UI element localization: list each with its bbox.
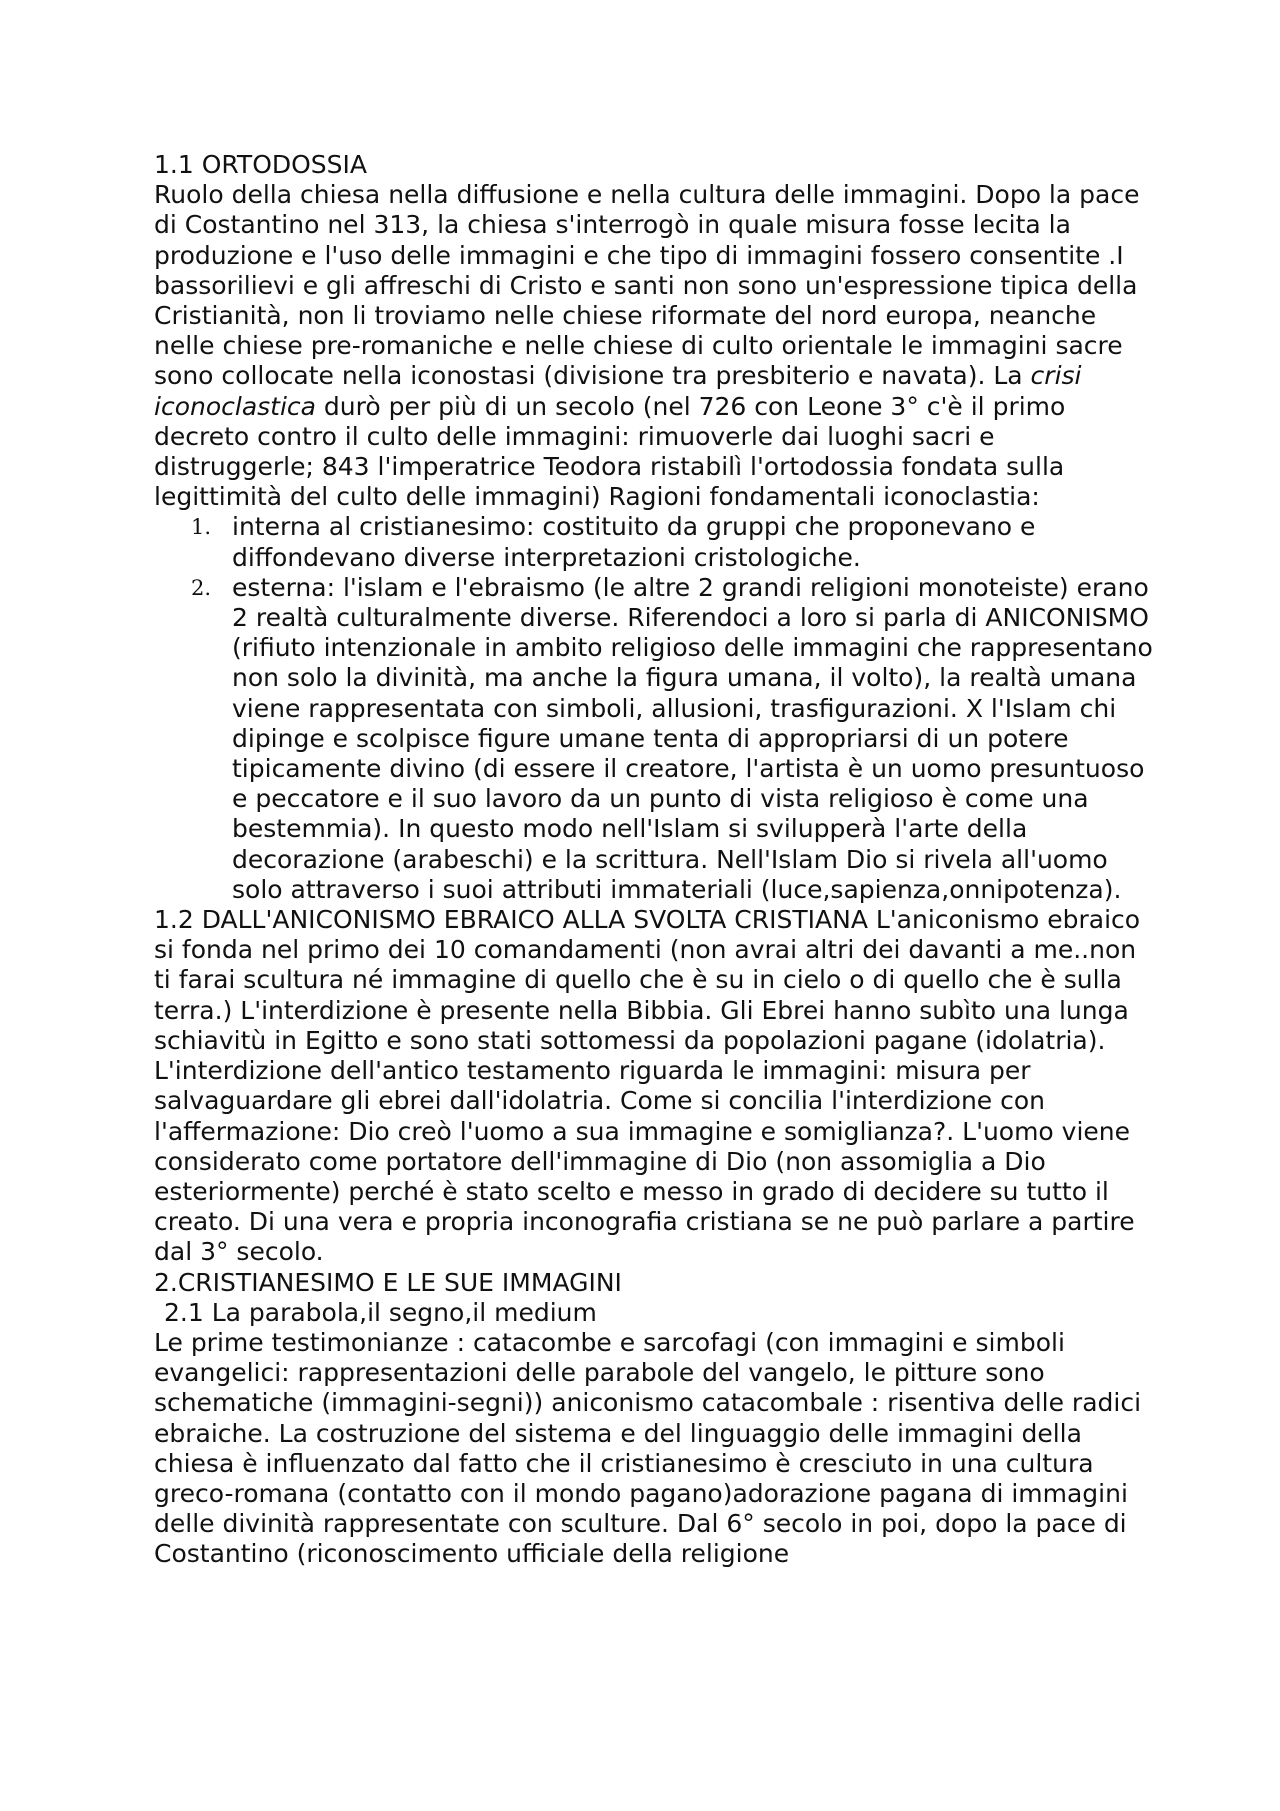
list-item: [154, 512, 1154, 572]
reasons-list: [154, 512, 1154, 905]
document-page: [154, 150, 1154, 1570]
paragraph-text: durò per più di un secolo (nel 726 con Leone 3° c'è il primo decreto contro il culto delle immagini: rimuoverle dai luoghi sacri e distruggerle; 843 l'imperatrice Teodora ristabilì l'ortodossia fondata sulla legittimità del culto delle immagini) Ragioni fondamentali iconoclastia:: [154, 391, 1066, 512]
list-number: 2.: [191, 575, 212, 600]
section-heading-2: 2.CRISTIANESIMO E LE SUE IMMAGINI: [154, 1267, 622, 1297]
list-item-text: esterna: l'islam e l'ebraismo (le altre 2 grandi religioni monoteiste) erano 2 realtà culturalmente diverse. Riferendoci a loro si parla di ANICONISMO (rifiuto intenzionale in ambito religioso delle immagini che rappresentano non solo la divinità, ma anche la figura umana, il volto), la realtà umana viene rappresentata con simboli, allusioni, trasfigurazioni. X l'Islam chi dipinge e scolpisce figure umane tenta di appropriarsi di un potere tipicamente divino (di essere il creatore, l'artista è un uomo presuntuoso e peccatore e il suo lavoro da un punto di vista religioso è come una bestemmia). In questo modo nell'Islam si svilupperà l'arte della decorazione (arabeschi) e la scrittura. Nell'Islam Dio si rivela all'uomo solo attraverso i suoi attributi immateriali (luce,sapienza,onnipotenza).: [232, 572, 1153, 904]
list-item-text: interna al cristianesimo: costituito da gruppi che proponevano e diffondevano diverse interpretazioni cristologiche.: [232, 512, 1036, 572]
list-number: 1.: [191, 515, 212, 540]
section-subheading-2-1: 2.1 La parabola,il segno,il medium: [164, 1297, 597, 1327]
paragraph-ortodossia: [154, 180, 1154, 512]
section-heading-1-1: 1.1 ORTODOSSIA: [154, 150, 368, 179]
paragraph-section-1-2: 1.2 DALL'ANICONISMO EBRAICO ALLA SVOLTA CRISTIANA L'aniconismo ebraico si fonda nel primo dei 10 comandamenti (non avrai altri dei davanti a me..non ti farai scultura né immagine di quello che è su in cielo o di quello che è sulla terra.) L'interdizione è presente nella Bibbia. Gli Ebrei hanno subìto una lunga schiavitù in Egitto e sono stati sottomessi da popolazioni pagane (idolatria). L'interdizione dell'antico testamento riguarda le immagini: misura per salvaguardare gli ebrei dall'idolatria. Come si concilia l'interdizione con l'affermazione: Dio creò l'uomo a sua immagine e somiglianza?. L'uomo viene considerato come portatore dell'immagine di Dio (non assomiglia a Dio esteriormente) perché è stato scelto e messo in grado di decidere su tutto il creato. Di una vera e propria inconografia cristiana se ne può parlare a partire dal 3° secolo.: [154, 905, 1141, 1267]
paragraph-section-2-1: Le prime testimonianze : catacombe e sarcofagi (con immagini e simboli evangelici: rappresentazioni delle parabole del vangelo, le pitture sono schematiche (immagini-segni)) aniconismo catacombale : risentiva delle radici ebraiche. La costruzione del sistema e del linguaggio delle immagini della chiesa è influenzato dal fatto che il cristianesimo è cresciuto in una cultura greco-romana (contatto con il mondo pagano)adorazione pagana di immagini delle divinità rappresentate con sculture. Dal 6° secolo in poi, dopo la pace di Costantino (riconoscimento ufficiale della religione: [154, 1327, 1142, 1569]
list-item: [154, 573, 1154, 905]
italic-term: crisi iconoclastica: [154, 361, 1082, 421]
paragraph-text: Ruolo della chiesa nella diffusione e nella cultura delle immagini. Dopo la pace di Costantino nel 313, la chiesa s'interrogò in quale misura fosse lecita la produzione e l'uso delle immagini e che tipo di immagini fossero consentite .I bassorilievi e gli affreschi di Cristo e santi non sono un'espressione tipica della Cristianità, non li troviamo nelle chiese riformate del nord europa, neanche nelle chiese pre-romaniche e nelle chiese di culto orientale le immagini sacre sono collocate nella iconostasi (divisione tra presbiterio e navata). La: [154, 180, 1140, 391]
